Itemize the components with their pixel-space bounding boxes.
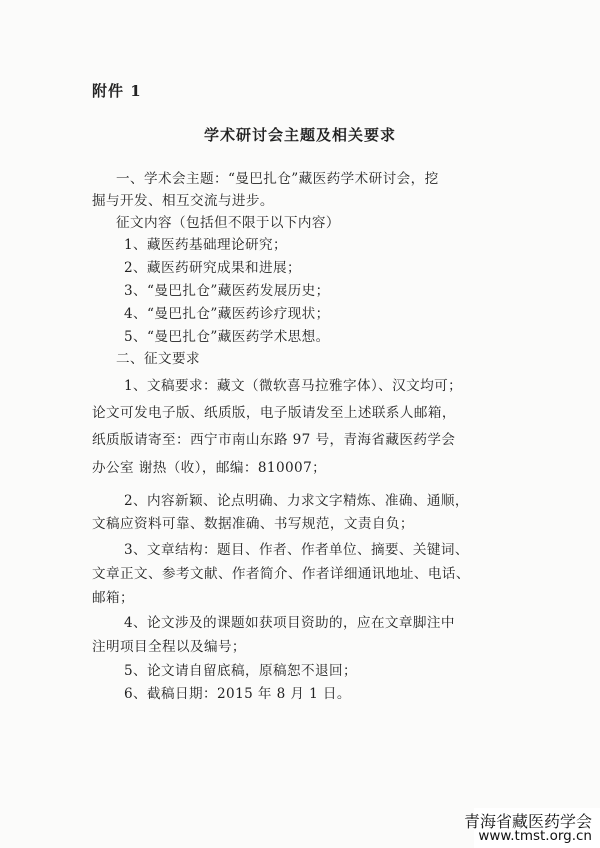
- requirement-1-line-2: 论文可发电子版、纸质版，电子版请发至上述联系人邮箱，: [92, 405, 456, 421]
- watermark-url: www.tmst.org.cn: [478, 828, 592, 844]
- requirements-heading: 二、征文要求: [116, 351, 200, 367]
- watermark: [463, 808, 600, 848]
- watermark-org-name: 青海省藏医药学会: [463, 812, 592, 831]
- topic-item-4: 4、“曼巴扎仓”藏医药诊疗现状；: [124, 306, 330, 322]
- requirement-6-deadline: 6、截稿日期：2015 年 8 月 1 日。: [124, 686, 351, 702]
- theme-line-1: 一、学术会主题：“曼巴扎仓”藏医药学术研讨会，挖: [116, 171, 439, 187]
- document-title: 学术研讨会主题及相关要求: [203, 126, 396, 144]
- theme-line-2: 掘与开发、相互交流与进步。: [92, 193, 274, 209]
- requirement-1-line-1: 1、文稿要求：藏文（微软喜马拉雅字体）、汉文均可；: [124, 378, 463, 394]
- requirement-2-line-1: 2、内容新颖、论点明确、力求文字精炼、准确、通顺，: [124, 493, 469, 509]
- requirement-3-line-2: 文章正文、参考文献、作者简介、作者详细通讯地址、电话、: [92, 566, 470, 582]
- topic-item-2: 2、藏医药研究成果和进展；: [124, 260, 301, 276]
- attachment-label: 附件 1: [92, 82, 142, 100]
- topic-item-1: 1、藏医药基础理论研究；: [124, 237, 287, 253]
- requirement-2-line-2: 文稿应资料可靠、数据准确、书写规范，文责自负；: [92, 516, 414, 532]
- requirement-1-line-4: 办公室 谢热（收），邮编：810007；: [92, 460, 327, 476]
- topic-item-3: 3、“曼巴扎仓”藏医药发展历史；: [124, 283, 330, 299]
- requirement-1-line-3: 纸质版请寄至：西宁市南山东路 97 号，青海省藏医药学会: [92, 432, 456, 448]
- topic-item-5: 5、“曼巴扎仓”藏医药学术思想。: [124, 329, 330, 345]
- requirement-5: 5、论文请自留底稿，原稿恕不退回；: [124, 663, 357, 679]
- requirement-4-line-1: 4、论文涉及的课题如获项目资助的，应在文章脚注中: [124, 615, 455, 631]
- requirement-3-line-3: 邮箱；: [92, 590, 134, 606]
- requirement-4-line-2: 注明项目全程以及编号；: [92, 639, 246, 655]
- requirement-3-line-1: 3、文章结构：题目、作者、作者单位、摘要、关键词、: [124, 542, 469, 558]
- topics-heading: 征文内容（包括但不限于以下内容）: [116, 215, 340, 231]
